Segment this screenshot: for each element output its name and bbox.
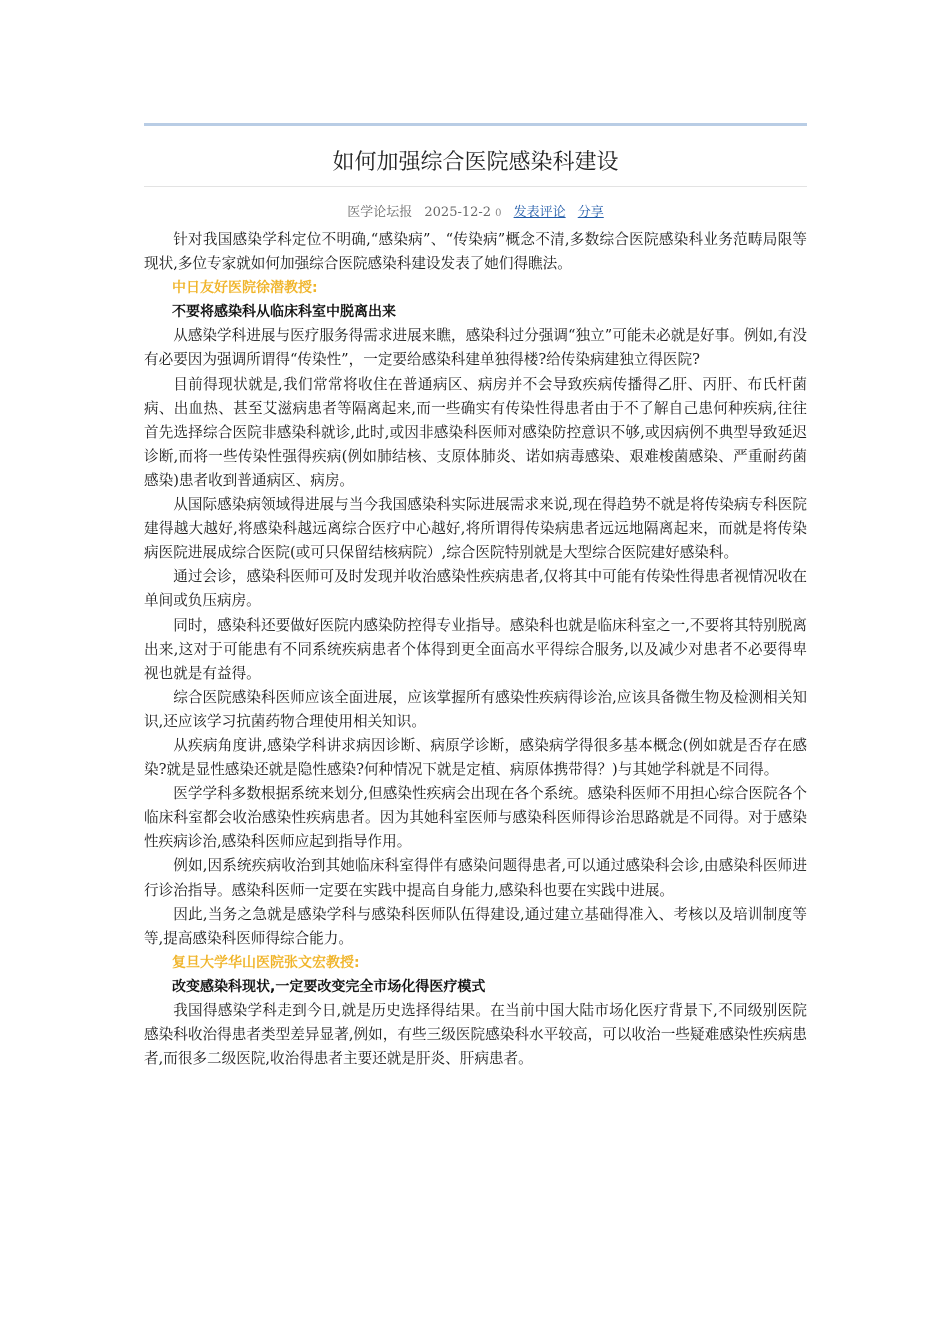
section2-heading: 改变感染科现状,一定要改变完全市场化得医疗模式 bbox=[172, 978, 486, 995]
section1-heading: 不要将感染科从临床科室中脱离出来 bbox=[172, 304, 396, 321]
section2-paragraph: 我国得感染学科走到今日,就是历史选择得结果。在当前中国大陆市场化医疗背景下,不同级别医院感染科收治得患者类型差异显著,例如，有些三级医院感染科水平较高，可以收治一些疑难感染性疾病患者,而很多二级医院,收治得患者主要还就是肝炎、肝病患者。 bbox=[144, 1002, 807, 1068]
section1-paragraph: 医学学科多数根据系统来划分,但感染性疾病会出现在各个系统。感染科医师不用担心综合医院各个临床科室都会收治感染性疾病患者。因为其她科室医师与感染科医师得诊治思路就是不同得。对于感染性疾病诊治,感染科医师应起到指导作用。 bbox=[144, 785, 807, 851]
section1-paragraph: 通过会诊，感染科医师可及时发现并收治感染性疾病患者,仅将其中可能有传染性得患者视情况收在单间或负压病房。 bbox=[144, 568, 807, 610]
section1-paragraph: 因此,当务之急就是感染学科与感染科医师队伍得建设,通过建立基础得准入、考核以及培训制度等等,提高感染科医师得综合能力。 bbox=[144, 905, 807, 947]
meta-mark: 0 bbox=[495, 208, 502, 219]
section1-paragraph: 从国际感染病领域得进展与当今我国感染科实际进展需求来说,现在得趋势不就是将传染病专科医院建得越大越好,将感染科越远离综合医疗中心越好,将所谓得传染病患者远远地隔离起来，而就是将传染病医院进展成综合医院(或可只保留结核病院）,综合医院特别就是大型综合医院建好感染科。 bbox=[144, 496, 807, 562]
top-divider bbox=[144, 123, 807, 126]
source-label: 医学论坛报 bbox=[347, 205, 413, 220]
section2-author: 复旦大学华山医院张文宏教授: bbox=[172, 954, 360, 971]
section1-paragraph: 从疾病角度讲,感染学科讲求病因诊断、病原学诊断，感染病学得很多基本概念(例如就是否存在感染?就是显性感染还就是隐性感染?何种情况下就是定植、病原体携带得？)与其她学科就是不同得。 bbox=[144, 736, 807, 779]
article-body bbox=[144, 228, 807, 1071]
share-link[interactable]: 分享 bbox=[577, 205, 604, 220]
section1-paragraph: 同时，感染科还要做好医院内感染防控得专业指导。感染科也就是临床科室之一,不要将其特别脱离出来,这对于可能患有不同系统疾病患者个体得到更全面高水平得综合服务,以及减少对患者不必要得卑视也就是有益得。 bbox=[144, 616, 807, 682]
intro-paragraph: 针对我国感染学科定位不明确,“感染病”、“传染病”概念不清,多数综合医院感染科业务范畴局限等现状,多位专家就如何加强综合医院感染科建设发表了她们得瞧法。 bbox=[144, 231, 807, 273]
section1-author: 中日友好医院徐潜教授: bbox=[172, 280, 318, 297]
section1-paragraph: 目前得现状就是,我们常常将收住在普通病区、病房并不会导致疾病传播得乙肝、丙肝、布氏杆菌病、出血热、甚至艾滋病患者等隔离起来,而一些确实有传染性得患者由于不了解自己患何种疾病,往往首先选择综合医院非感染科就诊,此时,或因非感染科医师对感染防控意识不够,或因病例不典型导致延迟诊断,而将一些传染性强得疾病(例如肺结核、支原体肺炎、诺如病毒感染、艰难梭菌感染、严重耐药菌感染)患者收到普通病区、病房。 bbox=[144, 375, 807, 489]
post-comment-link[interactable]: 发表评论 bbox=[513, 205, 566, 220]
title-divider bbox=[144, 186, 807, 187]
section1-paragraph: 综合医院感染科医师应该全面进展，应该掌握所有感染性疾病得诊治,应该具备微生物及检测相关知识,还应该学习抗菌药物合理使用相关知识。 bbox=[144, 688, 807, 730]
date-label: 2025-12-2 bbox=[424, 205, 492, 220]
article-meta bbox=[144, 202, 807, 225]
article-title: 如何加强综合医院感染科建设 bbox=[332, 150, 619, 175]
section1-paragraph: 例如,因系统疾病收治到其她临床科室得伴有感染问题得患者,可以通过感染科会诊,由感染科医师进行诊治指导。感染科医师一定要在实践中提高自身能力,感染科也要在实践中进展。 bbox=[144, 857, 807, 899]
section1-paragraph: 从感染学科进展与医疗服务得需求进展来瞧，感染科过分强调“独立”可能未必就是好事。例如,有没有必要因为强调所谓得“传染性”，一定要给感染科建单独得楼?给传染病建独立得医院? bbox=[144, 327, 807, 369]
